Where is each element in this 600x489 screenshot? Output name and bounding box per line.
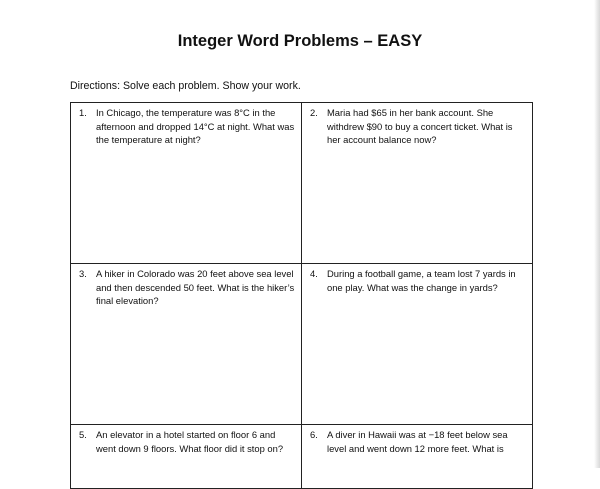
- problem-number: 4.: [310, 268, 318, 279]
- problem-text: Maria had $65 in her bank account. She withdrew $90 to buy a concert ticket. What is her account balance now?: [327, 107, 513, 146]
- problem-grid: [70, 102, 533, 489]
- problem-text: During a football game, a team lost 7 yards in one play. What was the change in yards?: [327, 268, 516, 293]
- problem-text: In Chicago, the temperature was 8°C in the afternoon and dropped 14°C at night. What was the temperature at night?: [96, 107, 295, 146]
- problem-number: 2.: [310, 107, 318, 118]
- problem-text: A diver in Hawaii was at −18 feet below sea level and went down 12 more feet. What is: [327, 429, 508, 454]
- problem-number: 6.: [310, 429, 318, 440]
- problem-number: 1.: [79, 107, 87, 118]
- problem-text: An elevator in a hotel started on floor 6 and went down 9 floors. What floor did it stop on?: [96, 429, 284, 454]
- directions: Directions: Solve each problem. Show your work.: [70, 80, 301, 92]
- problem-text: A hiker in Colorado was 20 feet above sea level and then descended 50 feet. What is the hiker’s final elevation?: [96, 268, 295, 307]
- problem-number: 5.: [79, 429, 87, 440]
- page-title: Integer Word Problems – EASY: [177, 32, 423, 50]
- problem-number: 3.: [79, 268, 87, 279]
- problem-cell-2: [302, 103, 533, 264]
- problem-cell-5: [71, 425, 302, 489]
- page-edge: [594, 0, 600, 468]
- problem-cell-6: [302, 425, 533, 489]
- problem-cell-1: [71, 103, 302, 264]
- problem-cell-4: [302, 264, 533, 425]
- problem-cell-3: [71, 264, 302, 425]
